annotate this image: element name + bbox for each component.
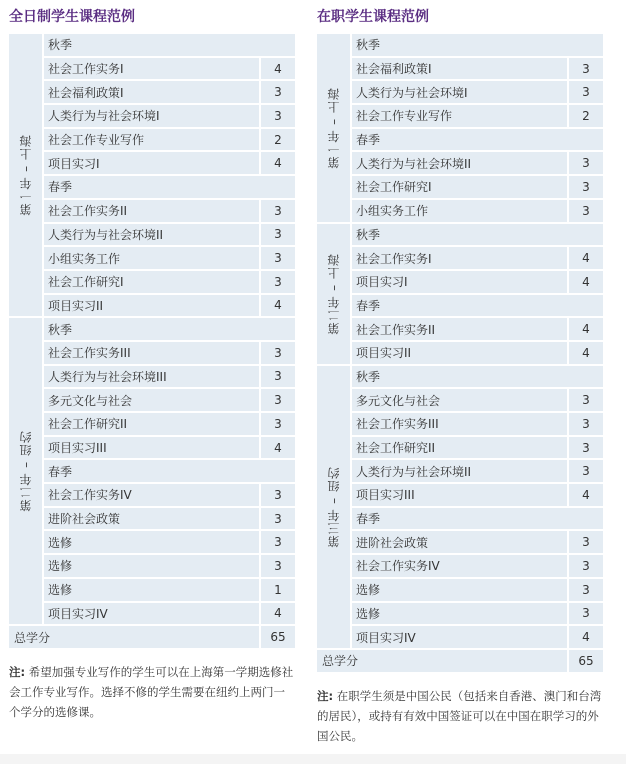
course-name: 社会工作研究II	[352, 437, 567, 459]
course-name: 选修	[44, 531, 259, 553]
full-time-table	[9, 34, 295, 648]
table-row	[44, 413, 295, 435]
total-row	[317, 650, 603, 672]
table-row	[352, 579, 603, 601]
course-credit: 3	[261, 531, 295, 553]
table-row	[44, 437, 295, 459]
table-row	[44, 81, 295, 103]
year-group	[9, 34, 295, 316]
course-name: 社会工作研究I	[44, 271, 259, 293]
course-name: 社会福利政策I	[352, 58, 567, 80]
note-label: 注:	[317, 688, 334, 703]
season-label: 春季	[44, 176, 295, 198]
table-row	[44, 224, 295, 246]
table-row	[44, 271, 295, 293]
course-name: 社会工作实务IV	[352, 555, 567, 577]
table-row	[352, 626, 603, 648]
table-row	[352, 318, 603, 340]
course-name: 人类行为与社会环境II	[352, 152, 567, 174]
course-credit: 3	[261, 271, 295, 293]
year-side-cell	[317, 34, 350, 222]
year-label: 第三年 – 纽约	[327, 465, 341, 548]
table-row	[352, 389, 603, 411]
course-rows	[44, 34, 295, 316]
course-name: 社会工作实务II	[352, 318, 567, 340]
course-name: 项目实习III	[44, 437, 259, 459]
table-row	[352, 105, 603, 127]
table-row	[44, 105, 295, 127]
table-row	[352, 271, 603, 293]
part-time-note	[317, 686, 603, 746]
table-row	[352, 437, 603, 459]
course-credit: 2	[261, 129, 295, 151]
season-label: 秋季	[44, 318, 295, 340]
course-name: 社会工作研究I	[352, 176, 567, 198]
course-credit: 3	[569, 176, 603, 198]
course-credit: 3	[261, 484, 295, 506]
total-label: 总学分	[9, 626, 259, 648]
table-row	[352, 603, 603, 625]
total-row	[9, 626, 295, 648]
course-rows	[44, 318, 295, 624]
course-name: 多元文化与社会	[44, 389, 259, 411]
year-label: 第二年 – 上海	[327, 252, 341, 335]
season-row	[44, 460, 295, 482]
course-rows	[352, 224, 603, 364]
course-credit: 3	[261, 389, 295, 411]
year-side-cell	[317, 366, 350, 648]
season-label: 春季	[352, 508, 603, 530]
course-rows	[352, 366, 603, 648]
table-row	[44, 484, 295, 506]
season-row	[352, 224, 603, 246]
course-credit: 3	[261, 342, 295, 364]
course-credit: 3	[569, 389, 603, 411]
full-time-title: 全日制学生课程范例	[9, 9, 135, 25]
course-name: 项目实习III	[352, 484, 567, 506]
course-name: 小组实务工作	[352, 200, 567, 222]
course-credit: 3	[569, 531, 603, 553]
table-row	[352, 247, 603, 269]
course-credit: 3	[569, 555, 603, 577]
season-row	[352, 508, 603, 530]
part-time-panel	[317, 0, 603, 746]
table-row	[352, 152, 603, 174]
season-row	[352, 295, 603, 317]
note-text: 在职学生须是中国公民（包括来自香港、澳门和台湾的居民），或持有有效中国签证可以在中国在职学习的外国公民。	[317, 688, 602, 743]
table-row	[44, 531, 295, 553]
table-row	[352, 342, 603, 364]
year-side-cell	[9, 34, 42, 316]
part-time-title: 在职学生课程范例	[317, 9, 429, 25]
table-row	[352, 81, 603, 103]
table-row	[44, 58, 295, 80]
course-credit: 4	[569, 271, 603, 293]
course-credit: 4	[569, 484, 603, 506]
course-name: 社会工作实务III	[44, 342, 259, 364]
total-label: 总学分	[317, 650, 567, 672]
course-credit: 3	[261, 200, 295, 222]
course-name: 项目实习IV	[352, 626, 567, 648]
year-side-cell	[9, 318, 42, 624]
course-name: 项目实习IV	[44, 603, 259, 625]
course-credit: 3	[569, 603, 603, 625]
table-row	[352, 413, 603, 435]
course-credit: 4	[261, 295, 295, 317]
course-name: 社会工作实务I	[44, 58, 259, 80]
table-row	[352, 176, 603, 198]
course-credit: 3	[569, 81, 603, 103]
season-row	[352, 34, 603, 56]
course-credit: 4	[569, 626, 603, 648]
table-row	[44, 200, 295, 222]
course-credit: 3	[569, 413, 603, 435]
season-label: 秋季	[352, 224, 603, 246]
season-row	[44, 318, 295, 340]
course-name: 社会工作研究II	[44, 413, 259, 435]
note-label: 注:	[9, 664, 26, 679]
year-label: 第二年 – 纽约	[19, 430, 33, 513]
course-name: 项目实习I	[44, 152, 259, 174]
table-row	[44, 389, 295, 411]
course-credit: 3	[569, 152, 603, 174]
course-credit: 4	[569, 247, 603, 269]
course-name: 小组实务工作	[44, 247, 259, 269]
table-row	[352, 484, 603, 506]
full-time-panel	[9, 0, 295, 722]
course-name: 人类行为与社会环境III	[44, 366, 259, 388]
course-credit: 3	[261, 508, 295, 530]
course-name: 进阶社会政策	[44, 508, 259, 530]
table-row	[352, 58, 603, 80]
year-group	[317, 34, 603, 222]
course-credit: 3	[261, 247, 295, 269]
course-credit: 3	[569, 58, 603, 80]
table-row	[44, 152, 295, 174]
course-name: 项目实习II	[352, 342, 567, 364]
course-name: 选修	[44, 555, 259, 577]
year-side-cell	[317, 224, 350, 364]
course-name: 人类行为与社会环境II	[352, 460, 567, 482]
course-credit: 3	[261, 555, 295, 577]
season-label: 秋季	[44, 34, 295, 56]
course-credit: 4	[569, 318, 603, 340]
course-credit: 1	[261, 579, 295, 601]
course-name: 社会工作专业写作	[352, 105, 567, 127]
year-label: 第一年 – 上海	[19, 134, 33, 216]
course-name: 多元文化与社会	[352, 389, 567, 411]
course-name: 项目实习I	[352, 271, 567, 293]
table-row	[352, 460, 603, 482]
course-name: 项目实习II	[44, 295, 259, 317]
table-row	[44, 247, 295, 269]
table-row	[44, 366, 295, 388]
year-group	[9, 318, 295, 624]
course-name: 选修	[352, 579, 567, 601]
course-credit: 3	[569, 437, 603, 459]
course-credit: 3	[261, 105, 295, 127]
year-group	[317, 366, 603, 648]
table-row	[44, 579, 295, 601]
footer-strip	[0, 754, 626, 764]
course-name: 社会工作实务III	[352, 413, 567, 435]
table-row	[352, 200, 603, 222]
part-time-table	[317, 34, 603, 672]
course-credit: 3	[261, 224, 295, 246]
course-name: 选修	[352, 603, 567, 625]
season-row	[44, 34, 295, 56]
course-credit: 2	[569, 105, 603, 127]
course-name: 人类行为与社会环境I	[352, 81, 567, 103]
course-name: 选修	[44, 579, 259, 601]
course-name: 社会工作实务IV	[44, 484, 259, 506]
course-name: 社会福利政策I	[44, 81, 259, 103]
course-name: 社会工作实务II	[44, 200, 259, 222]
season-label: 秋季	[352, 366, 603, 388]
course-credit: 4	[569, 342, 603, 364]
course-name: 人类行为与社会环境II	[44, 224, 259, 246]
table-row	[44, 342, 295, 364]
total-value: 65	[261, 626, 295, 648]
table-row	[352, 531, 603, 553]
table-row	[44, 295, 295, 317]
year-group	[317, 224, 603, 364]
course-credit: 3	[569, 579, 603, 601]
table-row	[44, 129, 295, 151]
table-row	[44, 555, 295, 577]
season-row	[44, 176, 295, 198]
course-rows	[352, 34, 603, 222]
course-credit: 3	[261, 366, 295, 388]
course-credit: 4	[261, 152, 295, 174]
year-label: 第一年 – 上海	[327, 86, 341, 169]
table-row	[44, 603, 295, 625]
season-label: 春季	[352, 129, 603, 151]
course-credit: 4	[261, 437, 295, 459]
table-row	[44, 508, 295, 530]
season-label: 春季	[352, 295, 603, 317]
note-text: 希望加强专业写作的学生可以在上海第一学期选修社会工作专业写作。选择不修的学生需要在纽约上两门一个学分的选修课。	[9, 664, 294, 719]
full-time-note	[9, 662, 295, 722]
course-credit: 4	[261, 58, 295, 80]
season-row	[352, 366, 603, 388]
course-credit: 4	[261, 603, 295, 625]
course-name: 进阶社会政策	[352, 531, 567, 553]
course-name: 人类行为与社会环境I	[44, 105, 259, 127]
season-label: 秋季	[352, 34, 603, 56]
table-row	[352, 555, 603, 577]
season-row	[352, 129, 603, 151]
course-credit: 3	[569, 200, 603, 222]
course-credit: 3	[261, 413, 295, 435]
course-name: 社会工作专业写作	[44, 129, 259, 151]
course-credit: 3	[261, 81, 295, 103]
season-label: 春季	[44, 460, 295, 482]
total-value: 65	[569, 650, 603, 672]
course-credit: 3	[569, 460, 603, 482]
course-name: 社会工作实务I	[352, 247, 567, 269]
